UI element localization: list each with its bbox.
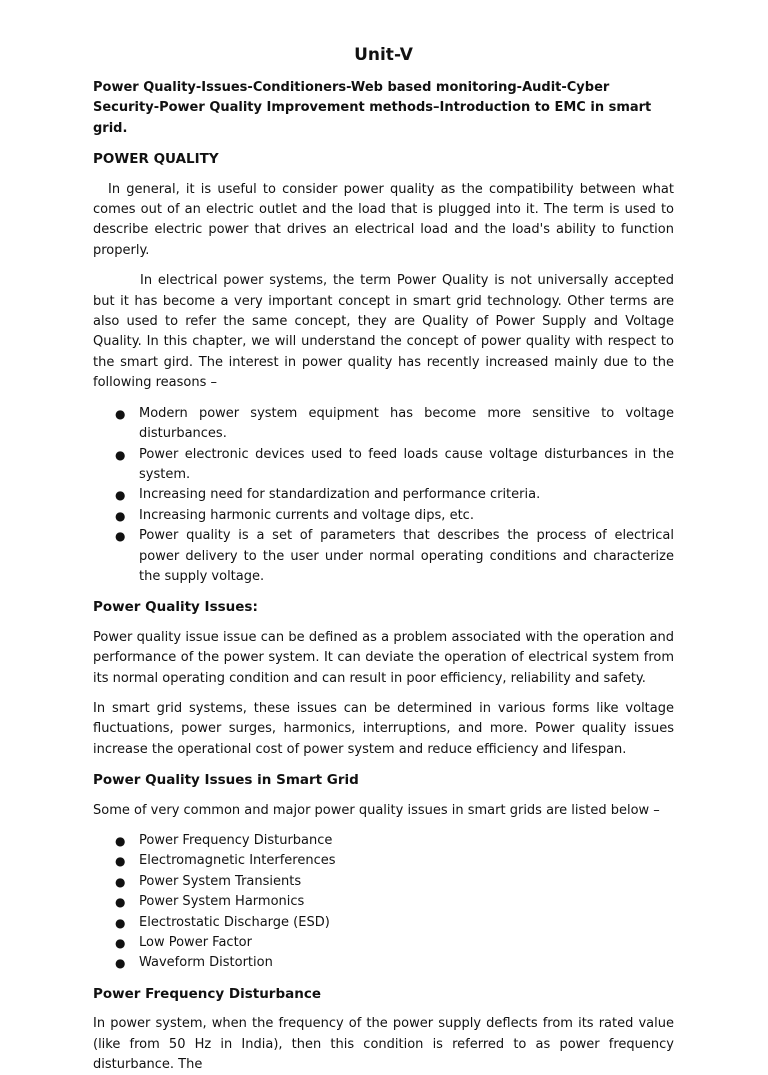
- list-item-text: Power electronic devices used to feed loads cause voltage disturbances in the system.: [139, 446, 674, 482]
- heading-issues-smart-grid: Power Quality Issues in Smart Grid: [93, 772, 359, 789]
- list-item-text: Power System Transients: [139, 873, 302, 889]
- bullet-icon: ●: [115, 834, 126, 848]
- list-item-text: Low Power Factor: [139, 935, 252, 951]
- list-item: [93, 445, 674, 486]
- bullet-icon: ●: [115, 406, 126, 421]
- paragraph: In general, it is useful to consider power quality as the compatibility between what comes out of an electric outlet and the load that is plugged into it. The term is used to describe electric power that drives an electrical load and the load's ability to function properly.: [93, 181, 674, 258]
- heading-power-quality-issues: Power Quality Issues:: [93, 599, 258, 616]
- bullet-icon: ●: [115, 508, 126, 523]
- document-page: [93, 44, 674, 1075]
- list-item: [93, 892, 674, 912]
- list-item: [93, 831, 674, 851]
- bullet-icon: ●: [115, 936, 126, 951]
- list-item-text: Modern power system equipment has become more sensitive to voltage disturbances.: [139, 405, 674, 442]
- list-item: [93, 933, 674, 953]
- paragraph: Some of very common and major power quality issues in smart grids are listed below –: [93, 802, 660, 818]
- bullet-icon: ●: [115, 915, 126, 930]
- list-item: [93, 404, 674, 445]
- list-item: [93, 506, 674, 526]
- list-item: [93, 913, 674, 933]
- paragraph: In electrical power systems, the term Power Quality is not universally accepted but it has become a very important concept in smart grid technology. Other terms are also used to refer the same concept, they are Quality of Power Supply and Voltage Quality. In this chapter, we will understand the concept of power quality with respect to the smart gird. The interest in power quality has recently increased mainly due to the following reasons –: [93, 273, 674, 391]
- unit-subtitle: Power Quality-Issues-Conditioners-Web based monitoring-Audit-Cyber Security-Power Quality Improvement methods–Introduction to EMC in smart grid.: [93, 80, 652, 136]
- bullet-icon: ●: [115, 447, 126, 462]
- list-item-text: Waveform Distortion: [139, 955, 273, 971]
- list-item: [93, 485, 674, 505]
- list-item-text: Increasing need for standardization and performance criteria.: [139, 487, 541, 503]
- list-item: [93, 953, 674, 973]
- bullet-icon: ●: [115, 854, 126, 869]
- list-item-text: Electrostatic Discharge (ESD): [139, 914, 330, 930]
- bullet-icon: ●: [115, 956, 126, 971]
- list-item-text: Power System Harmonics: [139, 894, 305, 910]
- list-item-text: Power quality is a set of parameters that describes the process of electrical power delivery to the user under normal operating conditions and characterize the supply voltage.: [139, 528, 674, 584]
- list-item-text: Electromagnetic Interferences: [139, 853, 336, 869]
- reasons-list: [93, 404, 674, 588]
- heading-power-quality: POWER QUALITY: [93, 151, 219, 168]
- list-item: [93, 851, 674, 871]
- list-item: [93, 526, 674, 587]
- bullet-icon: ●: [115, 488, 126, 503]
- issues-list: [93, 831, 674, 974]
- bullet-icon: ●: [115, 874, 126, 889]
- paragraph: In smart grid systems, these issues can be determined in various forms like voltage fluctuations, power surges, harmonics, interruptions, and more. Power quality issues increase the operational cost of power system and reduce efficiency and lifespan.: [93, 700, 674, 757]
- bullet-icon: ●: [115, 529, 126, 544]
- list-item-text: Increasing harmonic currents and voltage dips, etc.: [139, 507, 474, 523]
- paragraph: In power system, when the frequency of the power supply deflects from its rated value (like from 50 Hz in India), then this condition is referred to as power frequency disturbance. The: [93, 1016, 674, 1073]
- list-item-text: Power Frequency Disturbance: [139, 833, 333, 848]
- paragraph: Power quality issue issue can be defined as a problem associated with the operation and performance of the power system. It can deviate the operation of electrical system from its normal operating condition and can result in poor efficiency, reliability and safety.: [93, 629, 674, 686]
- heading-power-frequency-disturbance: Power Frequency Disturbance: [93, 985, 322, 1002]
- list-item: [93, 872, 674, 892]
- bullet-icon: ●: [115, 895, 126, 910]
- page-title: Unit-V: [354, 45, 413, 65]
